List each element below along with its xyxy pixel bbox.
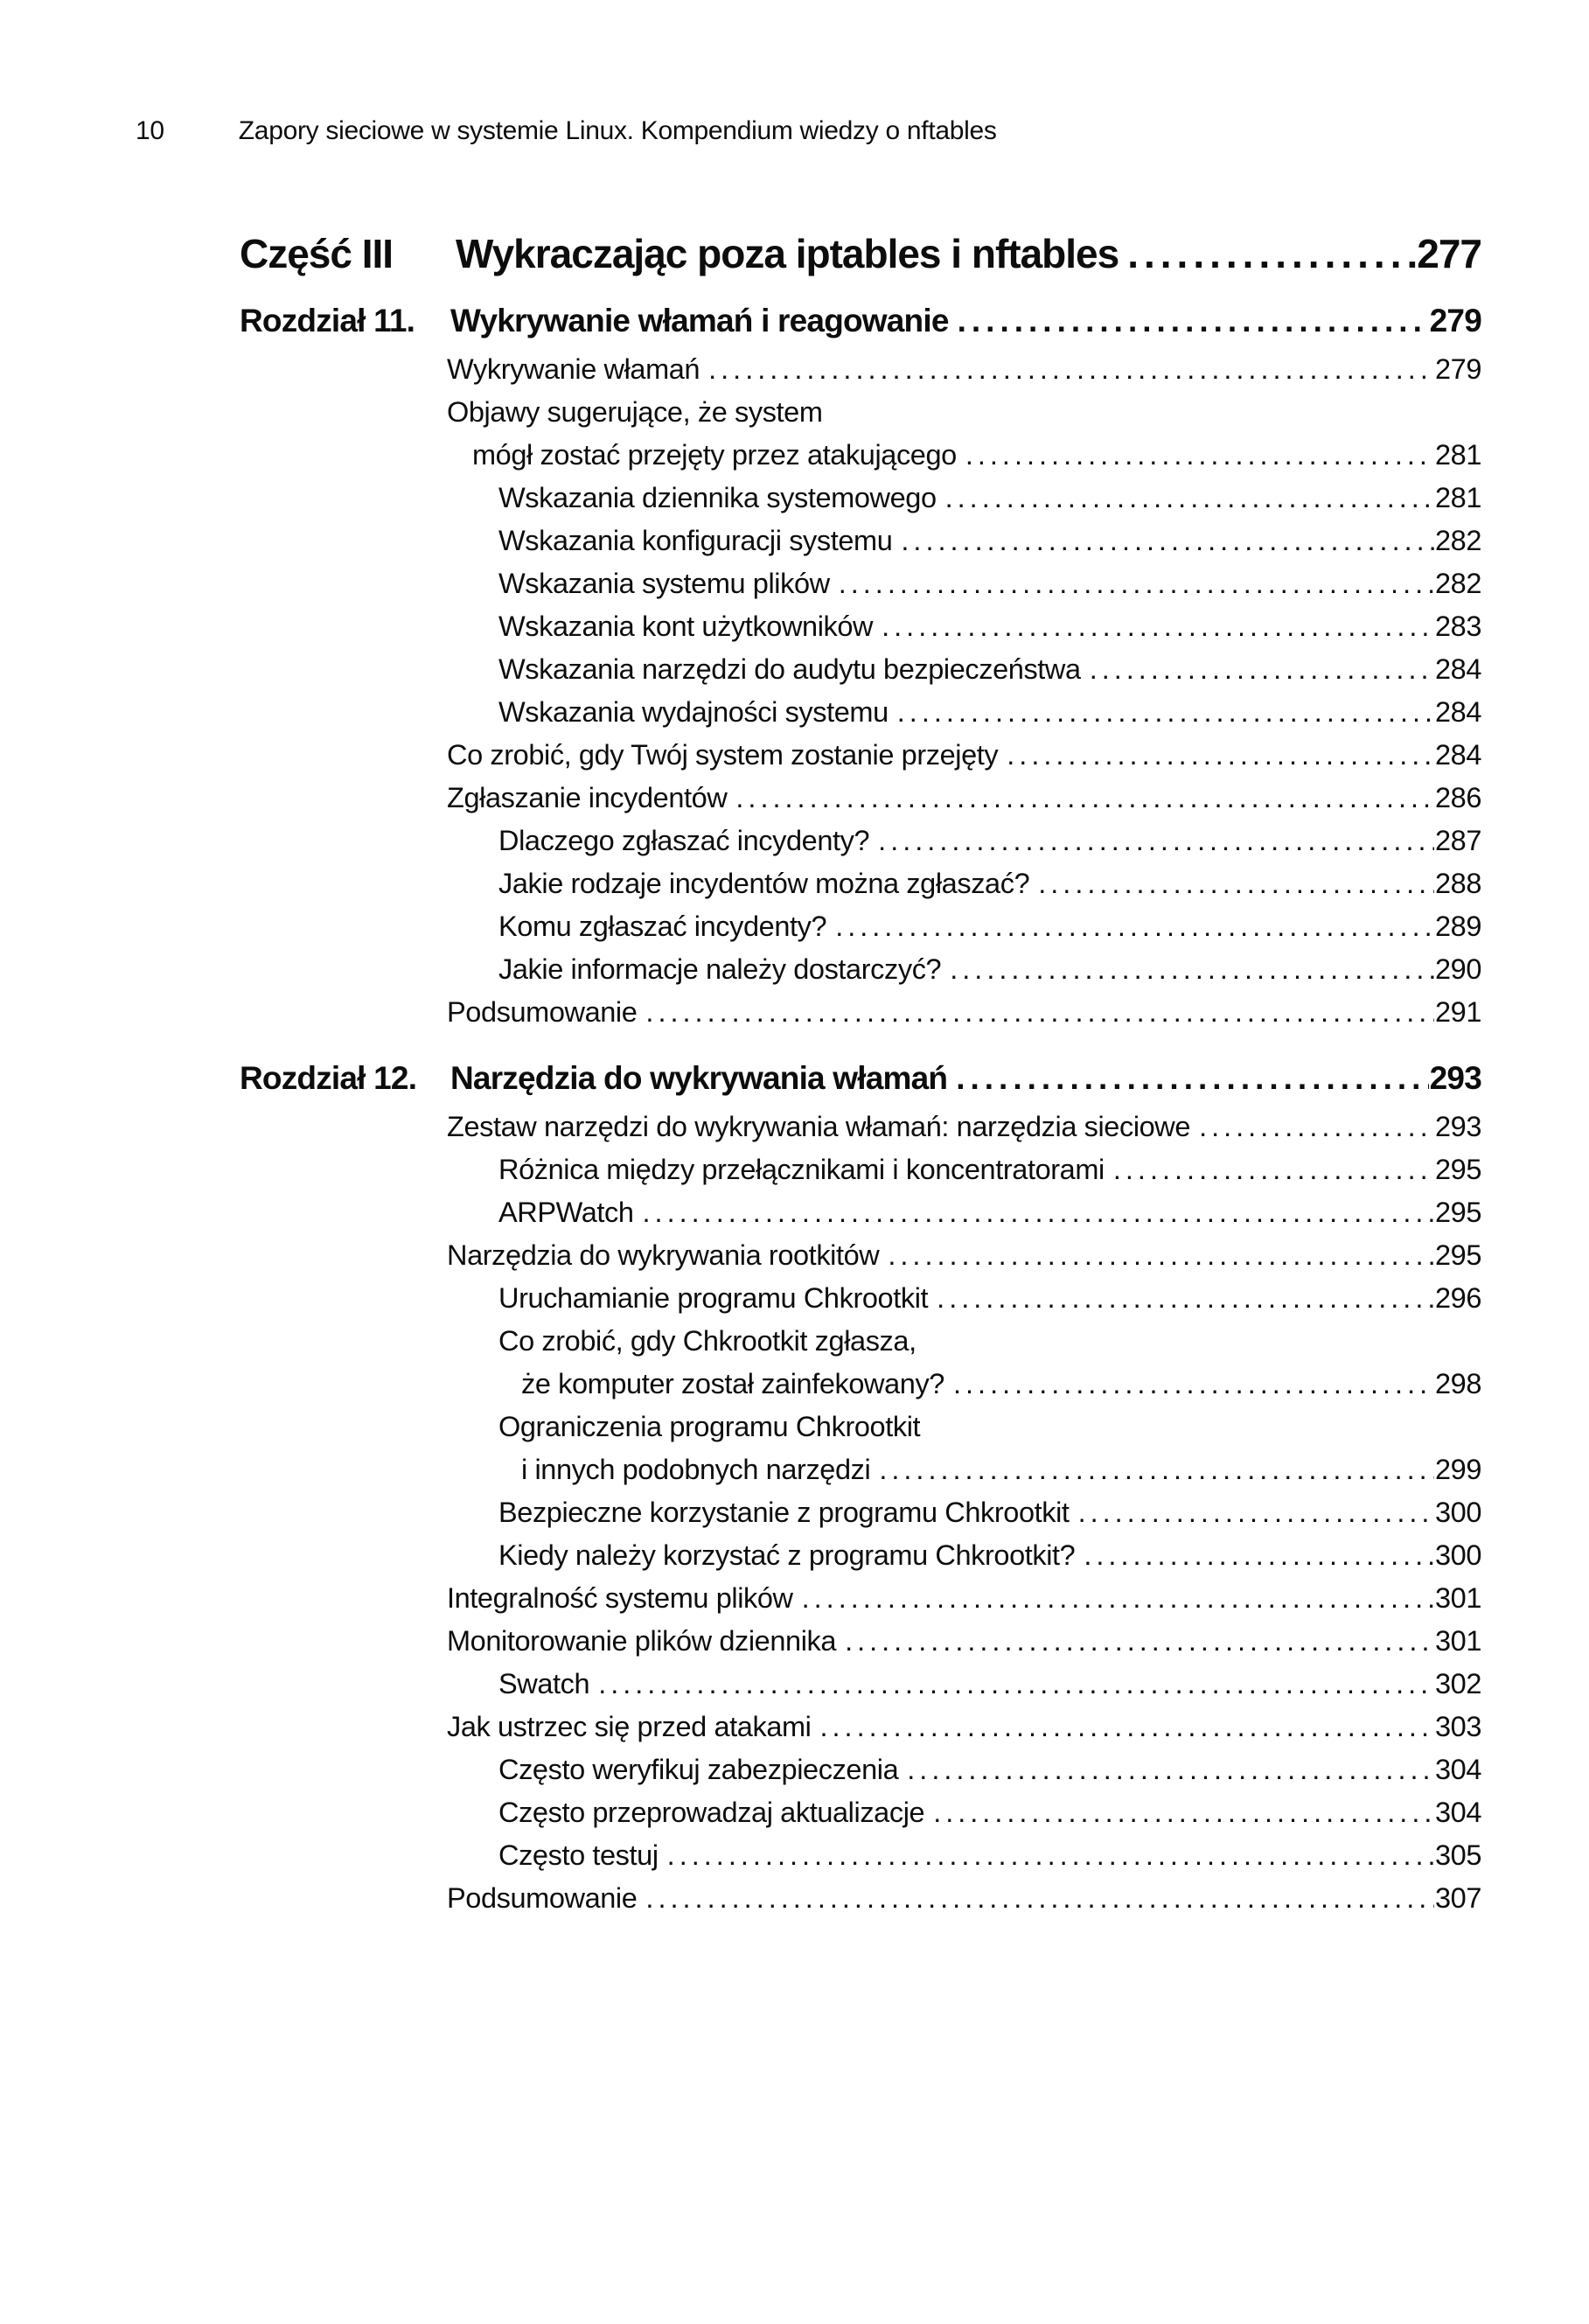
table-of-contents [240, 231, 1481, 1920]
dot-leader [1113, 1148, 1434, 1191]
dot-leader [956, 1058, 1428, 1099]
chapter-entries [240, 348, 1481, 1034]
toc-entry [240, 1834, 1481, 1877]
toc-entry-page: 281 [1434, 482, 1481, 513]
toc-entry-page: 303 [1434, 1711, 1481, 1742]
toc-entry-text: Zestaw narzędzi do wykrywania włamań: narzędzia sieciowe [447, 1111, 1191, 1142]
toc-entry [240, 520, 1481, 562]
toc-entry [240, 734, 1481, 777]
toc-entry-page: 279 [1434, 353, 1481, 385]
toc-entry-page: 296 [1434, 1282, 1481, 1314]
toc-entry-text: że komputer został zainfekowany? [521, 1368, 944, 1399]
dot-leader [937, 1277, 1434, 1320]
toc-entry [240, 477, 1481, 520]
dot-leader [882, 605, 1434, 648]
toc-entry [240, 905, 1481, 948]
toc-entry [240, 1748, 1481, 1791]
toc-entry-text: Wskazania konfiguracji systemu [498, 525, 893, 556]
toc-entry-text: Wskazania narzędzi do audytu bezpieczeństwa [498, 653, 1081, 685]
toc-entry [240, 1320, 1481, 1363]
toc-entry-text: Kiedy należy korzystać z programu Chkrootkit? [498, 1539, 1076, 1571]
toc-entry [240, 434, 1481, 477]
toc-entry-page: 284 [1434, 653, 1481, 685]
chapter-heading [240, 1058, 1481, 1099]
toc-entry-page: 290 [1434, 953, 1481, 985]
dot-leader [1127, 231, 1416, 276]
toc-entry-page: 282 [1434, 525, 1481, 556]
dot-leader [645, 991, 1434, 1034]
toc-entry-page: 281 [1434, 439, 1481, 471]
toc-entry-page: 301 [1434, 1582, 1481, 1614]
toc-entry-text: Narzędzia do wykrywania rootkitów [447, 1239, 880, 1271]
toc-entry [240, 820, 1481, 862]
toc-entry-page: 284 [1434, 739, 1481, 771]
toc-entry-page: 304 [1434, 1797, 1481, 1828]
dot-leader [1038, 862, 1434, 905]
dot-leader [965, 434, 1434, 477]
toc-entry-page: 304 [1434, 1754, 1481, 1785]
toc-entry [240, 691, 1481, 734]
toc-entry-text: Komu zgłaszać incydenty? [498, 911, 827, 942]
dot-leader [1078, 1491, 1434, 1534]
toc-entry-page: 288 [1434, 868, 1481, 899]
chapter-section [240, 301, 1481, 1034]
chapters [240, 301, 1481, 1920]
dot-leader [901, 520, 1434, 562]
toc-entry [240, 1234, 1481, 1277]
toc-entry-page: 283 [1434, 611, 1481, 642]
chapter-entries [240, 1106, 1481, 1920]
dot-leader [667, 1834, 1434, 1877]
toc-entry-text: Wskazania wydajności systemu [498, 696, 889, 728]
dot-leader [907, 1748, 1434, 1791]
toc-entry-text: Podsumowanie [447, 996, 638, 1028]
toc-entry [240, 1148, 1481, 1191]
dot-leader [953, 1363, 1434, 1406]
toc-entry [240, 605, 1481, 648]
dot-leader [735, 777, 1434, 820]
chapter-page-number: 279 [1429, 303, 1481, 338]
dot-leader [958, 301, 1429, 341]
chapter-title: Narzędzia do wykrywania włamań [450, 1060, 948, 1096]
dot-leader [933, 1791, 1434, 1834]
dot-leader [950, 948, 1434, 991]
toc-entry-text: ARPWatch [498, 1197, 634, 1228]
dot-leader [708, 348, 1434, 391]
dot-leader [835, 905, 1434, 948]
toc-entry-text: Często testuj [498, 1839, 659, 1871]
running-header [136, 115, 997, 147]
dot-leader [897, 691, 1434, 734]
dot-leader [1007, 734, 1434, 777]
toc-entry-page: 287 [1434, 825, 1481, 856]
dot-leader [802, 1577, 1434, 1620]
toc-entry [240, 1277, 1481, 1320]
toc-entry-page: 302 [1434, 1668, 1481, 1699]
toc-entry-text: Dlaczego zgłaszać incydenty? [498, 825, 870, 856]
toc-entry-page: 282 [1434, 568, 1481, 599]
toc-entry-text: Jak ustrzec się przed atakami [447, 1711, 812, 1742]
toc-entry [240, 1191, 1481, 1234]
toc-entry [240, 1406, 1481, 1448]
dot-leader [643, 1191, 1434, 1234]
toc-entry-page: 301 [1434, 1625, 1481, 1657]
toc-entry-page: 295 [1434, 1197, 1481, 1228]
toc-entry-text: Wskazania dziennika systemowego [498, 482, 937, 513]
toc-entry-text: Często przeprowadzaj aktualizacje [498, 1797, 925, 1828]
toc-entry-text: Ograniczenia programu Chkrootkit [498, 1411, 921, 1442]
toc-entry [240, 1534, 1481, 1577]
toc-entry-page: 295 [1434, 1239, 1481, 1271]
toc-entry-text: Monitorowanie plików dziennika [447, 1625, 837, 1657]
toc-entry-text: Integralność systemu plików [447, 1582, 793, 1614]
toc-entry [240, 1491, 1481, 1534]
toc-entry [240, 648, 1481, 691]
toc-entry [240, 1448, 1481, 1491]
part-page-number: 277 [1417, 231, 1481, 276]
toc-entry [240, 1877, 1481, 1920]
toc-entry-text: Swatch [498, 1668, 590, 1699]
toc-entry-text: Często weryfikuj zabezpieczenia [498, 1754, 899, 1785]
toc-entry-text: Wykrywanie włamań [447, 353, 700, 385]
chapter-heading [240, 301, 1481, 341]
dot-leader [888, 1234, 1434, 1277]
toc-entry-text: Podsumowanie [447, 1882, 638, 1914]
dot-leader [645, 1877, 1434, 1920]
dot-leader [1090, 648, 1434, 691]
toc-entry-page: 307 [1434, 1882, 1481, 1914]
toc-entry [240, 391, 1481, 434]
toc-entry-text: i innych podobnych narzędzi [521, 1454, 871, 1485]
chapter-label: Rozdział 11. [240, 303, 415, 338]
toc-entry-page: 299 [1434, 1454, 1481, 1485]
toc-entry [240, 1706, 1481, 1748]
toc-entry-text: Objawy sugerujące, że system [447, 396, 823, 428]
toc-entry-page: 305 [1434, 1839, 1481, 1871]
chapter-label: Rozdział 12. [240, 1060, 417, 1096]
toc-entry-page: 300 [1434, 1539, 1481, 1571]
toc-entry [240, 1577, 1481, 1620]
toc-entry-text: Wskazania systemu plików [498, 568, 830, 599]
toc-entry-page: 284 [1434, 696, 1481, 728]
toc-entry-text: Co zrobić, gdy Chkrootkit zgłasza, [498, 1325, 916, 1357]
part-title: Wykraczając poza iptables i nftables [456, 231, 1119, 276]
running-title: Zapory sieciowe w systemie Linux. Kompendium wiedzy o nftables [238, 116, 997, 145]
chapter-section [240, 1058, 1481, 1920]
toc-entry-text: Różnica między przełącznikami i koncentratorami [498, 1154, 1105, 1185]
toc-entry-text: Jakie rodzaje incydentów można zgłaszać? [498, 868, 1030, 899]
toc-entry-page: 293 [1434, 1111, 1481, 1142]
part-heading [240, 231, 1481, 276]
toc-entry [240, 1106, 1481, 1148]
toc-entry-page: 298 [1434, 1368, 1481, 1399]
dot-leader [820, 1706, 1434, 1748]
toc-entry [240, 862, 1481, 905]
toc-entry-page: 291 [1434, 996, 1481, 1028]
toc-entry-page: 286 [1434, 782, 1481, 813]
toc-entry-page: 289 [1434, 911, 1481, 942]
toc-entry-text: Jakie informacje należy dostarczyć? [498, 953, 942, 985]
toc-entry-text: Wskazania kont użytkowników [498, 611, 874, 642]
dot-leader [1084, 1534, 1434, 1577]
toc-entry [240, 991, 1481, 1034]
chapter-page-number: 293 [1429, 1060, 1481, 1096]
dot-leader [598, 1663, 1434, 1706]
dot-leader [945, 477, 1434, 520]
dot-leader [879, 1448, 1434, 1491]
dot-leader [845, 1620, 1434, 1663]
dot-leader [878, 820, 1434, 862]
toc-entry-text: Uruchamianie programu Chkrootkit [498, 1282, 929, 1314]
toc-entry [240, 948, 1481, 991]
part-label: Część III [240, 231, 394, 276]
toc-entry [240, 348, 1481, 391]
toc-entry-text: Bezpieczne korzystanie z programu Chkrootkit [498, 1497, 1070, 1528]
toc-entry [240, 1620, 1481, 1663]
dot-leader [1199, 1106, 1434, 1148]
toc-entry-page: 300 [1434, 1497, 1481, 1528]
toc-entry-text: Co zrobić, gdy Twój system zostanie przejęty [447, 739, 999, 771]
folio-page-number: 10 [136, 116, 164, 145]
toc-entry-text: mógł zostać przejęty przez atakującego [472, 439, 957, 471]
toc-entry [240, 1663, 1481, 1706]
toc-entry [240, 562, 1481, 605]
toc-entry [240, 1363, 1481, 1406]
toc-entry-page: 295 [1434, 1154, 1481, 1185]
chapter-title: Wykrywanie włamań i reagowanie [450, 303, 949, 338]
toc-entry [240, 777, 1481, 820]
toc-entry [240, 1791, 1481, 1834]
dot-leader [839, 562, 1434, 605]
toc-entry-text: Zgłaszanie incydentów [447, 782, 728, 813]
